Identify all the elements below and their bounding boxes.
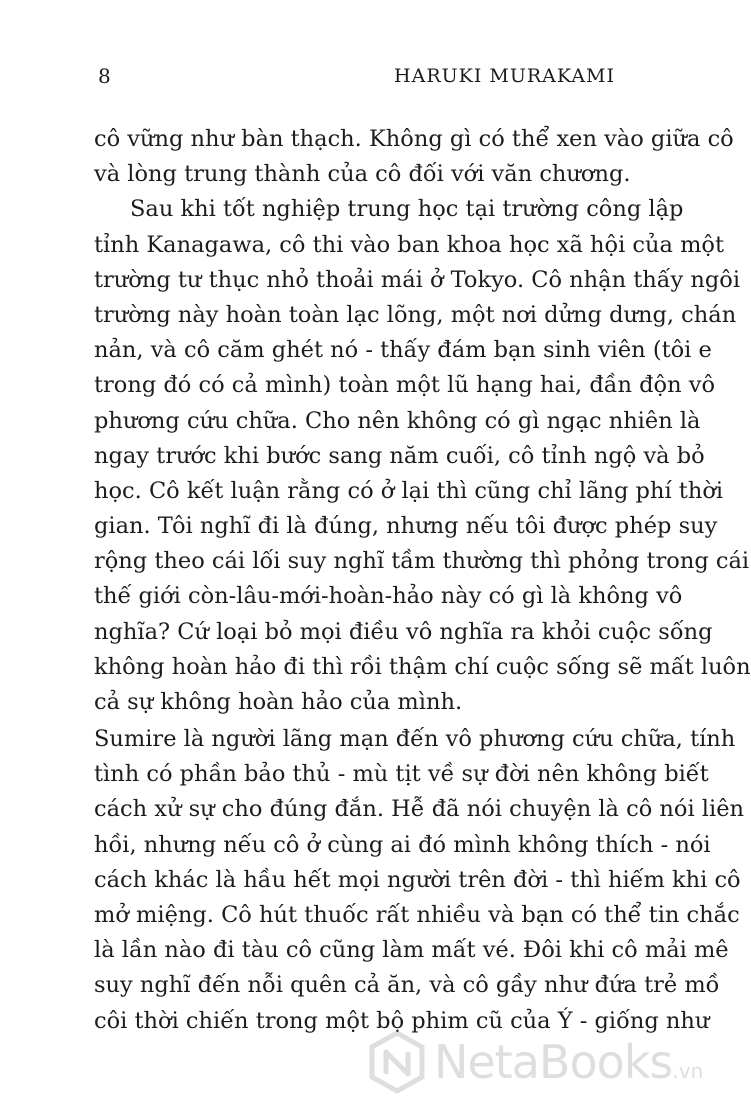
text-line: mở miệng. Cô hút thuốc rất nhiều và bạn có thể tin chắc bbox=[94, 901, 740, 928]
watermark-text bbox=[434, 1036, 703, 1097]
text-line: cả sự không hoàn hảo của mình. bbox=[94, 689, 463, 715]
text-line: rộng theo cái lối suy nghĩ tầm thường thì phỏng trong cái bbox=[94, 548, 750, 575]
text-line: không hoàn hảo đi thì rồi thậm chí cuộc sống sẽ mất luôn bbox=[94, 653, 751, 680]
watermark-suffix: .vn bbox=[672, 1059, 704, 1083]
text-line: gian. Tôi nghĩ đi là đúng, nhưng nếu tôi được phép suy bbox=[94, 513, 718, 540]
text-line: côi thời chiến trong một bộ phim cũ của Ý - giống như bbox=[94, 1007, 710, 1034]
text-line: học. Cô kết luận rằng có ở lại thì cũng chỉ lãng phí thời bbox=[94, 477, 724, 504]
text-line: hồi, nhưng nếu cô ở cùng ai đó mình không thích - nói bbox=[94, 831, 711, 858]
text-line: trường này hoàn toàn lạc lõng, một nơi dửng dưng, chán bbox=[94, 301, 737, 328]
text-line: là lần nào đi tàu cô cũng làm mất vé. Đôi khi cô mải mê bbox=[94, 937, 729, 964]
netabooks-watermark bbox=[368, 1028, 704, 1100]
text-line: phương cứu chữa. Cho nên không có gì ngạc nhiên là bbox=[94, 407, 701, 434]
text-line: cách khác là hầu hết mọi người trên đời - thì hiếm khi cô bbox=[94, 866, 741, 893]
text-line: tình có phần bảo thủ - mù tịt về sự đời nên không biết bbox=[94, 761, 709, 788]
paragraph bbox=[94, 192, 751, 720]
body-text-bottom bbox=[94, 722, 744, 1039]
body-text-top bbox=[94, 122, 751, 720]
running-head: HARUKI MURAKAMI bbox=[394, 65, 615, 87]
text-line: nản, và cô căm ghét nó - thấy đám bạn sinh viên (tôi e bbox=[94, 337, 712, 364]
n-hexagon-logo-icon bbox=[368, 1030, 426, 1094]
text-line: trong đó có cả mình) toàn một lũ hạng hai, đần độn vô bbox=[94, 372, 716, 399]
page-number: 8 bbox=[98, 64, 112, 88]
paragraph-continued bbox=[94, 122, 734, 192]
text-line: Sumire là người lãng mạn đến vô phương cứu chữa, tính bbox=[94, 726, 736, 752]
text-line: Sau khi tốt nghiệp trung học tại trường công lập bbox=[130, 196, 684, 223]
text-line: cô vững như bàn thạch. Không gì có thể xen vào giữa cô bbox=[94, 126, 734, 152]
text-line: trường tư thục nhỏ thoải mái ở Tokyo. Cô nhận thấy ngôi bbox=[94, 266, 741, 293]
text-line: ngay trước khi bước sang năm cuối, cô tỉnh ngộ và bỏ bbox=[94, 442, 705, 469]
text-line: suy nghĩ đến nỗi quên cả ăn, và cô gầy như đứa trẻ mồ bbox=[94, 972, 720, 999]
paragraph bbox=[94, 722, 744, 1039]
text-line: và lòng trung thành của cô đối với văn chương. bbox=[94, 161, 631, 188]
text-line: cách xử sự cho đúng đắn. Hễ đã nói chuyện là cô nói liên bbox=[94, 796, 744, 823]
watermark-brand: NetaBooks bbox=[434, 1035, 673, 1089]
text-line: nghĩa? Cứ loại bỏ mọi điều vô nghĩa ra khỏi cuộc sống bbox=[94, 618, 713, 645]
text-line: tỉnh Kanagawa, cô thi vào ban khoa học xã hội của một bbox=[94, 231, 725, 258]
text-line: thế giới còn-lâu-mới-hoàn-hảo này có gì là không vô bbox=[94, 583, 683, 610]
